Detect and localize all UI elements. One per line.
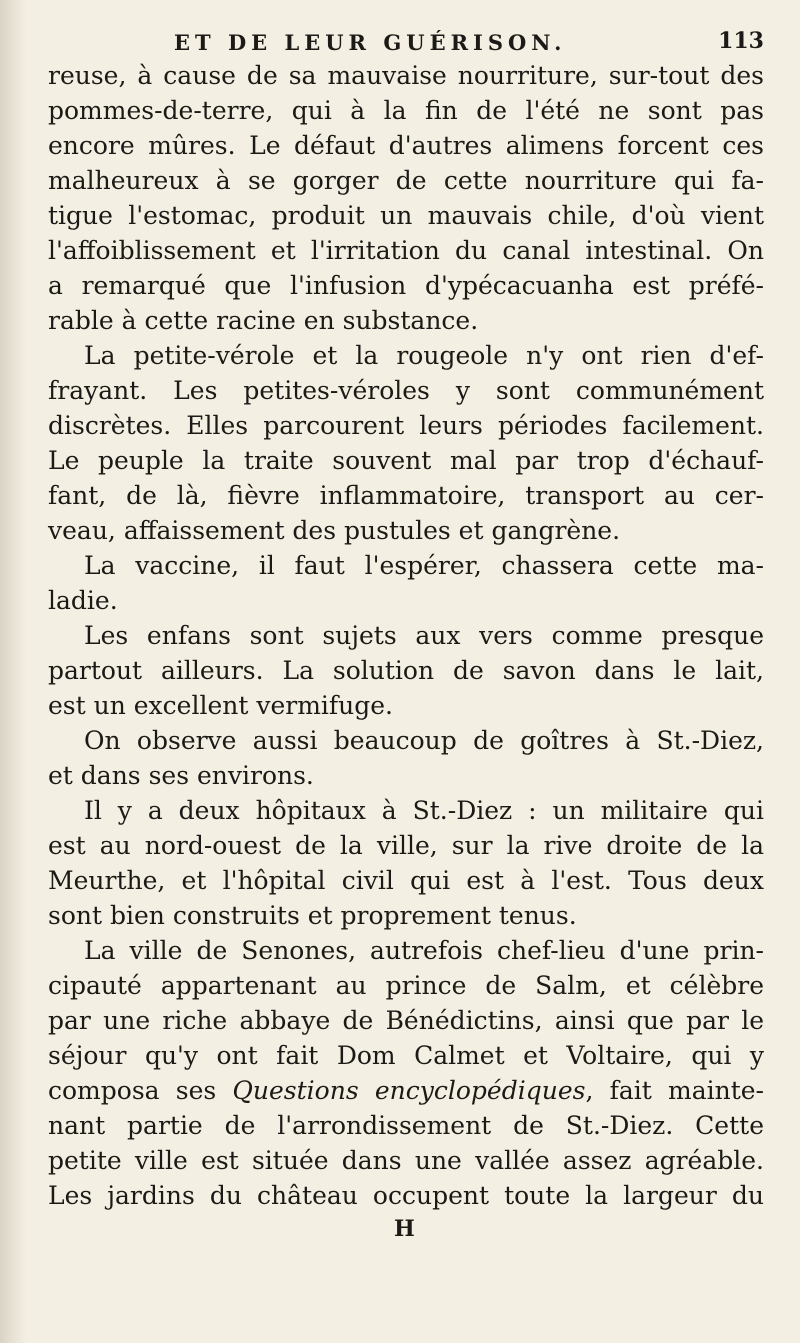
- text-line: encore mûres. Le défaut d'autres alimens forcent ces: [48, 131, 764, 160]
- book-page: [48, 14, 764, 1245]
- text-line: fant, de là, fièvre inflammatoire, transport au cer-: [48, 481, 764, 510]
- text-line: discrètes. Elles parcourent leurs périodes facilement.: [48, 411, 764, 440]
- text-line: par une riche abbaye de Bénédictins, ainsi que par le: [48, 1006, 764, 1035]
- page-gutter: [0, 0, 26, 1343]
- text-line: Meurthe, et l'hôpital civil qui est à l'est. Tous deux: [48, 866, 764, 895]
- text-line: La petite-vérole et la rougeole n'y ont rien d'ef-: [84, 341, 764, 370]
- text-line: a remarqué que l'infusion d'ypécacuanha est préfé-: [48, 271, 764, 300]
- text-line: Le peuple la traite souvent mal par trop d'échauf-: [48, 446, 764, 475]
- text-line: partout ailleurs. La solution de savon dans le lait,: [48, 656, 764, 685]
- text-line: composa ses Questions encyclopédiques, fait mainte-: [48, 1076, 764, 1105]
- text-line: et dans ses environs.: [48, 761, 314, 790]
- text-line: séjour qu'y ont fait Dom Calmet et Voltaire, qui y: [48, 1041, 764, 1070]
- text-line: Il y a deux hôpitaux à St.-Diez : un militaire qui: [84, 796, 764, 825]
- running-title: ET DE LEUR GUÉRISON.: [174, 30, 567, 55]
- text-line: sont bien construits et proprement tenus.: [48, 901, 577, 930]
- text-line: est au nord-ouest de la ville, sur la rive droite de la: [48, 831, 764, 860]
- text-line: On observe aussi beaucoup de goîtres à St.-Diez,: [84, 726, 764, 755]
- text-line: La ville de Senones, autrefois chef-lieu d'une prin-: [84, 936, 764, 965]
- page-header: [48, 14, 764, 54]
- page-number: 113: [718, 28, 764, 54]
- text-line: nant partie de l'arrondissement de St.-Diez. Cette: [48, 1111, 764, 1140]
- text-line: cipauté appartenant au prince de Salm, et célèbre: [48, 971, 764, 1000]
- text-line: reuse, à cause de sa mauvaise nourriture, sur-tout des: [48, 61, 764, 90]
- text-line: rable à cette racine en substance.: [48, 306, 479, 335]
- signature-mark: H: [394, 1216, 415, 1242]
- text-line: pommes-de-terre, qui à la fin de l'été ne sont pas: [48, 96, 764, 125]
- text-line: veau, affaissement des pustules et gangrène.: [48, 516, 621, 545]
- italic-title: Questions encyclopédiques: [232, 1076, 586, 1105]
- text-line: Les jardins du château occupent toute la largeur du: [48, 1181, 764, 1210]
- text-line: Les enfans sont sujets aux vers comme presque: [84, 621, 764, 650]
- text-line: malheureux à se gorger de cette nourriture qui fa-: [48, 166, 764, 195]
- text-line: frayant. Les petites-véroles y sont communément: [48, 376, 764, 405]
- text-line: tigue l'estomac, produit un mauvais chile, d'où vient: [48, 201, 764, 230]
- text-line: ladie.: [48, 586, 118, 615]
- text-line: petite ville est située dans une vallée assez agréable.: [48, 1146, 764, 1175]
- text-line: l'affoiblissement et l'irritation du canal intestinal. On: [48, 236, 764, 265]
- text-line: La vaccine, il faut l'espérer, chassera cette ma-: [84, 551, 764, 580]
- text-line: est un excellent vermifuge.: [48, 691, 394, 720]
- body-text: [48, 58, 764, 1213]
